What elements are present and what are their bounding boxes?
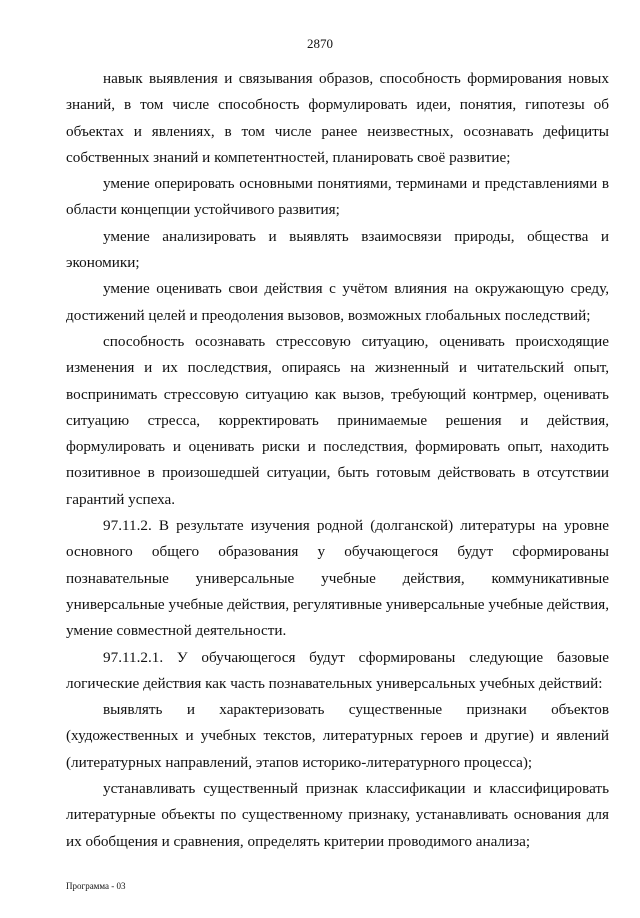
paragraph-2: умение оперировать основными понятиями, терминами и представлениями в области концепции устойчивого развития;	[66, 175, 609, 219]
paragraph-4: умение оценивать свои действия с учётом влияния на окружающую среду, достижений целей и преодоления вызовов, возможных глобальных последствий;	[66, 280, 609, 324]
paragraph-3: умение анализировать и выявлять взаимосвязи природы, общества и экономики;	[66, 227, 609, 272]
page-number: 2870	[307, 36, 333, 51]
paragraph-5: способность осознавать стрессовую ситуацию, оценивать происходящие изменения и их последствия, опираясь на жизненный и читательский опыт, воспринимать стрессовую ситуацию как вызов, требующий контрмер, оценивать ситуацию стресса, корректировать принимаемые решения и действия, формулировать и оценивать риски и последствия, формировать опыт, находить позитивное в произошедшей ситуации, быть готовым действовать в отсутствии гарантий успеха.	[66, 332, 609, 508]
paragraph-8: выявлять и характеризовать существенные признаки объектов (художественных и учебных текстов, литературных героев и другие) и явлений (литературных направлений, этапов историко-литературного процесса);	[66, 701, 609, 771]
footer-label: Программа - 03	[66, 881, 126, 891]
paragraph-6: 97.11.2. В результате изучения родной (долганской) литературы на уровне основного общего образования у обучающегося будут сформированы познавательные универсальные учебные действия, коммуникативные универсальные учебные действия, регулятивные универсальные учебные действия, умение совместной деятельности.	[66, 517, 609, 640]
paragraph-9: устанавливать существенный признак классификации и классифицировать литературные объекты по существенному признаку, устанавливать основания для их обобщения и сравнения, определять критерии проводимого анализа;	[66, 780, 609, 850]
paragraph-7: 97.11.2.1. У обучающегося будут сформированы следующие базовые логические действия как часть познавательных универсальных учебных действий:	[66, 648, 609, 692]
paragraph-1: навык выявления и связывания образов, способность формирования новых знаний, в том числе способность формулировать идеи, понятия, гипотезы об объектах и явлениях, в том числе ранее неизвестных, осознавать дефициты собственных знаний и компетентностей, планировать своё развитие;	[66, 70, 609, 166]
body-text	[66, 66, 609, 855]
